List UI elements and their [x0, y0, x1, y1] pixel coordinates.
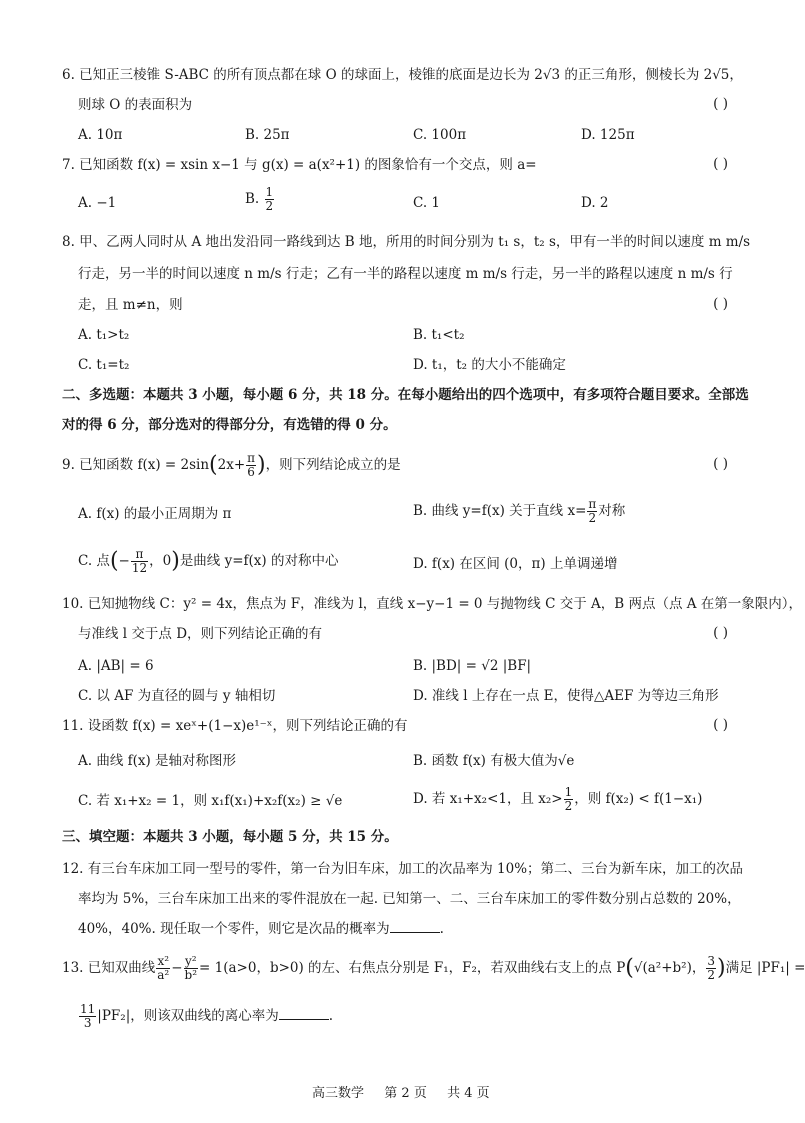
q13-minus: −: [171, 960, 183, 976]
q6-option-c: C. 100π: [413, 127, 467, 143]
q13-end: .: [328, 1008, 334, 1024]
q7-option-b-num: 1: [265, 185, 274, 199]
q13-answer-blank[interactable]: [279, 1007, 329, 1020]
q6-stem-line2: 则球 O 的表面积为: [78, 97, 193, 113]
q9-option-c-num: π: [131, 548, 148, 562]
q9-stem-pre: 9. 已知函数 f(x) = 2sin: [62, 457, 210, 473]
q6-answer-paren: ( ): [713, 96, 728, 112]
q13-y-fraction: [184, 955, 199, 982]
q13-l2-den: 3: [83, 1016, 92, 1030]
q9-arg-pre: 2x+: [217, 457, 246, 473]
q10-answer-paren: ( ): [713, 625, 728, 641]
q9-option-b: [413, 498, 625, 525]
q13-x-num: x²: [157, 954, 170, 968]
q13-p-den: 2: [707, 968, 715, 982]
q8-option-c: C. t₁=t₂: [78, 357, 130, 373]
q10-option-a: A. |AB| = 6: [78, 658, 154, 674]
q11-option-d: [413, 786, 702, 813]
q13-x-fraction: [156, 955, 170, 982]
q9-option-c-tail: 是曲线 y=f(x) 的对称中心: [179, 553, 339, 569]
q9-option-c-lparen: (: [109, 548, 119, 574]
q9-right-paren: ): [257, 452, 266, 478]
q13-stem-post: 满足 |PF₁| =: [725, 960, 805, 976]
q9-option-a: A. f(x) 的最小正周期为 π: [78, 506, 232, 522]
q11-answer-paren: ( ): [713, 717, 728, 733]
q13-stem-line1: [62, 955, 805, 982]
q12-stem-line3-text: 40%，40%. 现任取一个零件，则它是次品的概率为: [78, 921, 390, 937]
q10-option-c: C. 以 AF 为直径的圆与 y 轴相切: [78, 688, 276, 704]
q9-arg-fraction: [246, 452, 256, 479]
q13-y-den: b²: [184, 968, 198, 982]
q7-option-b-label: B.: [245, 191, 260, 207]
q11-option-a: A. 曲线 f(x) 是轴对称图形: [78, 753, 237, 769]
section2-heading-line2: 对的得 6 分，部分选对的得部分分，有选错的得 0 分。: [62, 417, 397, 433]
q6-option-a: A. 10π: [78, 127, 123, 143]
q9-option-b-pre: B. 曲线 y=f(x) 关于直线 x=: [413, 503, 587, 519]
q9-arg-den: 6: [247, 465, 255, 479]
q10-option-d: D. 准线 l 上存在一点 E，使得△AEF 为等边三角形: [413, 688, 719, 704]
q7-option-a: A. −1: [78, 195, 117, 211]
q13-l2-text: |PF₂|，则该双曲线的离心率为: [97, 1008, 279, 1024]
q9-option-b-fraction: [587, 498, 597, 525]
q11-option-d-post: ，则 f(x₂) < f(1−x₁): [574, 791, 703, 807]
q9-option-c-den: 12: [131, 561, 148, 575]
q9-option-b-post: 对称: [598, 503, 626, 519]
q9-option-b-den: 2: [588, 511, 597, 525]
q7-option-c: C. 1: [413, 195, 441, 211]
q9-stem-post: ，则下列结论成立的是: [265, 457, 401, 473]
q9-option-d: D. f(x) 在区间 (0，π) 上单调递增: [413, 556, 618, 572]
q6-stem-line1: 6. 已知正三棱锥 S-ABC 的所有顶点都在球 O 的球面上，棱锥的底面是边长为 2√3 的正三角形，侧棱长为 2√5，: [62, 67, 743, 83]
q13-p-lparen: (: [625, 955, 634, 981]
q9-stem: [62, 452, 401, 479]
q7-stem: 7. 已知函数 f(x) = xsin x−1 与 g(x) = a(x²+1) 的图象恰有一个交点，则 a=: [62, 157, 537, 173]
q7-option-b: [245, 186, 275, 213]
q12-end: .: [439, 921, 444, 937]
q7-option-d: D. 2: [581, 195, 609, 211]
q13-l2-num: 11: [80, 1002, 96, 1016]
q9-arg-num: π: [247, 451, 256, 465]
q8-answer-paren: ( ): [713, 296, 728, 312]
q9-option-c-fraction: [131, 548, 148, 575]
q9-option-b-num: π: [588, 497, 597, 511]
footer-subject: 高三数学: [312, 1086, 365, 1101]
q8-option-b: B. t₁<t₂: [413, 327, 465, 343]
q8-option-d: D. t₁，t₂ 的大小不能确定: [413, 357, 566, 373]
q8-stem-line1: 8. 甲、乙两人同时从 A 地出发沿同一路线到达 B 地，所用的时间分别为 t₁ s，t₂ s，甲有一半的时间以速度 m m/s: [62, 234, 751, 250]
q11-option-c: C. 若 x₁+x₂ = 1，则 x₁f(x₁)+x₂f(x₂) ≥ √e: [78, 793, 343, 809]
page-footer: [312, 1082, 490, 1101]
section2-heading-line1: 二、多选题：本题共 3 小题，每小题 6 分，共 18 分。在每小题给出的四个选项中，有多项符合题目要求。全部选: [62, 387, 749, 403]
q13-p-x: √(a²+b²): [633, 960, 692, 976]
q13-x-den: a²: [157, 968, 170, 982]
q9-left-paren: (: [209, 452, 218, 478]
q10-stem-line2: 与准线 l 交于点 D，则下列结论正确的有: [78, 626, 323, 642]
section3-heading: 三、填空题：本题共 3 小题，每小题 5 分，共 15 分。: [62, 829, 398, 845]
q11-option-d-den: 2: [564, 799, 573, 813]
q9-option-c-post: ，0: [149, 553, 172, 569]
q8-stem-line2: 行走，另一半的时间以速度 n m/s 行走；乙有一半的路程以速度 m m/s 行走，另一半的路程以速度 n m/s 行: [78, 266, 733, 282]
q12-stem-line3: [78, 920, 444, 938]
q13-y-num: y²: [185, 954, 197, 968]
q7-option-b-den: 2: [265, 199, 274, 213]
q11-stem: 11. 设函数 f(x) = xeˣ+(1−x)e¹⁻ˣ，则下列结论正确的有: [62, 718, 408, 734]
q9-option-c-sign: −: [118, 553, 130, 569]
q11-option-d-pre: D. 若 x₁+x₂<1，且 x₂>: [413, 791, 563, 807]
q10-option-b: B. |BD| = √2 |BF|: [413, 658, 532, 674]
footer-total: 共 4 页: [447, 1086, 490, 1101]
q9-option-c-pre: C. 点: [78, 553, 110, 569]
q8-option-a: A. t₁>t₂: [78, 327, 130, 343]
q9-answer-paren: ( ): [713, 456, 728, 472]
q13-p-num: 3: [707, 954, 715, 968]
q11-option-b: B. 函数 f(x) 有极大值为√e: [413, 753, 575, 769]
q9-option-c: [78, 548, 338, 575]
q13-stem-line2: [78, 1003, 333, 1030]
q13-stem-mid: = 1(a>0，b>0) 的左、右焦点分别是 F₁，F₂，若双曲线右支上的点 P: [199, 960, 626, 976]
footer-page: 第 2 页: [384, 1086, 427, 1101]
q13-p-comma: ，: [691, 960, 706, 976]
q12-stem-line1: 12. 有三台车床加工同一型号的零件，第一台为旧车床，加工的次品率为 10%；第二、三台为新车床，加工的次品: [62, 861, 744, 877]
q7-answer-paren: ( ): [713, 156, 728, 172]
q12-stem-line2: 率均为 5%，三台车床加工出来的零件混放在一起. 已知第一、二、三台车床加工的零件数分别占总数的 20%，: [78, 891, 741, 907]
q6-option-b: B. 25π: [245, 127, 290, 143]
q13-p-fraction: [706, 955, 716, 982]
q13-p-rparen: ): [716, 955, 726, 981]
q11-option-d-num: 1: [564, 785, 573, 799]
q7-option-b-fraction: [265, 186, 275, 213]
q9-option-c-rparen: ): [171, 548, 180, 574]
q12-answer-blank[interactable]: [390, 920, 440, 933]
q11-option-d-fraction: [564, 786, 574, 813]
q13-l2-fraction: [79, 1003, 96, 1030]
q13-stem-pre: 13. 已知双曲线: [62, 960, 156, 976]
q8-stem-line3: 走，且 m≠n，则: [78, 297, 183, 313]
q10-stem-line1: 10. 已知抛物线 C：y² = 4x，焦点为 F，准线为 l，直线 x−y−1 = 0 与抛物线 C 交于 A，B 两点（点 A 在第一象限内），: [62, 596, 803, 612]
q6-option-d: D. 125π: [581, 127, 635, 143]
